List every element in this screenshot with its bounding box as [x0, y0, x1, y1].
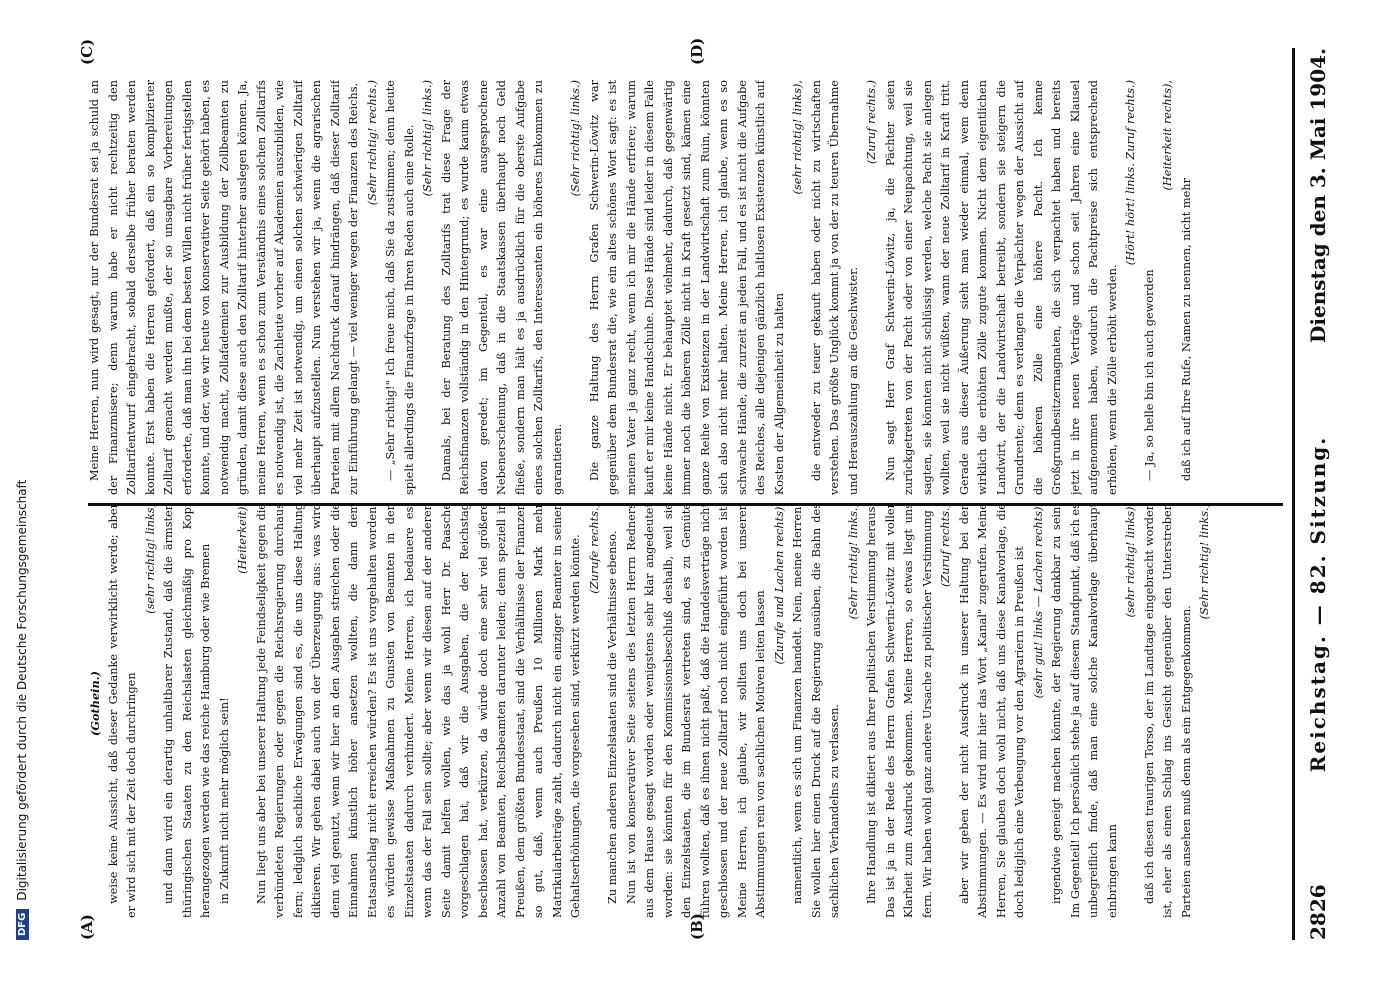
- session-date: Dienstag den 3. Mai 1904.: [1306, 48, 1330, 343]
- paragraph: Zu manchen anderen Einzelstaaten sind die Verhältnisse ebenso.: [606, 530, 619, 904]
- right-column: [86, 80, 1286, 495]
- page-header: [1300, 48, 1336, 940]
- credit-text: Digitalisierung gefördert durch die Deutsche Forschungsgemeinschaft: [15, 479, 29, 901]
- paragraph: die entweder zu teuer gekauft haben oder nicht zu wirtschaften verstehen. Das größte Unglück kommt ja von der zu teuren Übernahme und Herauszahlung an die Geschwister.: [809, 80, 860, 495]
- paragraph: — „Sehr richtig!" Ich freue mich, daß Sie da zustimmen; denn heute spielt allerdings die Finanzfrage in Ihren Reden auch eine Rolle.: [384, 80, 416, 495]
- paragraph: in Zukunft nicht mehr möglich sein!: [217, 697, 231, 904]
- paragraph: Ihre Handlung ist diktiert aus Ihrer politischen Verstimmung heraus. Das ist ja in der Rede des Herrn Grafen Schwerin-Löwitz mit voller Klarheit zum Ausdruck gekommen. Meine Herren, so etwas liegt uns fern. Wir haben wohl ganz andere Ursache zu politischer Verstimmung: [865, 503, 934, 918]
- interjection: (Sehr richtig! links.): [569, 80, 582, 197]
- interjection: (Sehr richtig! links.): [846, 503, 860, 620]
- digitization-credit: [8, 60, 36, 940]
- margin-marker-c: (C): [78, 38, 96, 65]
- dfg-logo: DFG: [16, 909, 29, 940]
- interjection: (Zurufe und Lachen rechts),: [772, 503, 786, 665]
- header-rule: [1292, 48, 1295, 940]
- speaker-name: (Gothein.): [88, 671, 102, 736]
- paragraph: und dann wird ein derartig unhaltbarer Zustand, daß die ärmsten thüringischen Staaten zu den Reichslasten gleichmäßig pro Kopf herangezogen werden wie das reiche Hamburg oder wie Bremen: [162, 503, 212, 918]
- interjection: (sehr richtig! links): [143, 503, 157, 614]
- margin-marker-d: (D): [688, 37, 706, 65]
- paragraph: daß ich diesen traurigen Torso, der im Landtage eingebracht worden ist, eher als einen Schlag ins Gesicht gegenüber den Unterstreben Parteien ansehen muß denn als ein Entgegenkommen.: [1142, 503, 1193, 918]
- interjection: (Sehr richtig! links.): [1198, 503, 1211, 620]
- paragraph: Nun sagt Herr Graf Schwerin-Löwitz, ja, die Pächter seien zurückgetreten von der Pacht oder von einer Neupachtung, weil sie sagten, sie könnten nicht schlüssig werden, welche Pacht sie anlegen wollten, weil sie nicht wüßten, wann der neue Zolltarif in Kraft tritt. Gerade aus dieser Äußerung sieht man wieder einmal, wem denn wirklich die erhöhten Zölle zugute kommen. Nicht dem eigentlichen Landwirt, der die Landwirtschaft betreibt, sondern sie steigern die Grundrente; denn es verlangen die Verpächter wegen der Aussicht auf die höheren Zölle eine höhere Pacht. Ich kenne Großgrundbesitzermagnaten, die sich verpachtet haben und bereits jetzt in ihre neuen Verträge und schon seit Jahren eine Klausel aufgenommen haben, wodurch die Pachtpreise sich entsprechend erhöhen, wenn die Zölle erhöht werden.: [883, 80, 1119, 495]
- interjection: (sehr gut! links — Lachen rechts),: [1031, 503, 1045, 699]
- interjection: (Zurufe rechts.): [587, 503, 601, 594]
- interjection: (Heiterkeit rechts),: [1161, 80, 1174, 191]
- paragraph: — Ja, so helle bin ich auch geworden: [1142, 269, 1156, 481]
- paragraph: namentlich, wenn es sich um Finanzen handelt. Nein, meine Herren, Sie wollen hier einen Druck auf die Regierung ausüben, die Bahn des sachlichen Verhandelns zu verlassen.: [791, 503, 841, 918]
- interjection: (Hört! hört! links. Zuruf rechts.): [1124, 80, 1137, 266]
- interjection: (Zuruf rechts.): [865, 80, 878, 165]
- paragraph: Nun liegt uns aber bei unserer Haltung jede Feindseligkeit gegen die verbündeten Regierungen oder gegen die Reichsregierung durchaus fern; lediglich sachliche Erwägungen sind es, die uns diese Haltung diktieren. Wir gehen dabei auch von der Überzeugung aus: was wird denn viel genutzt, wenn wir hier an den Ausgaben streichen oder die Einnahmen künstlich höher ansetzen wollten, die dann dem Etatsanschlag nicht erreichen würden? Es ist uns vorgehalten worden, es würden gewisse Maßnahmen zu Gunsten von Beamten in den Einzelstaaten dadurch verhindert. Meine Herren, ich bedauere es, wenn das der Fall sein sollte; aber wenn wir diesen auf der anderen Seite damit helfen wollen, wie das ja wohl Herr Dr. Paasche vorgeschlagen hat, daß wir die Ausgaben, die der Reichstag beschlossen hat, verkürzen, da würde doch eine sehr viel größere Anzahl von Beamten, Reichsbeamten darunter leiden; denn speziell in Preußen, dem größten Bundesstaat, sind die Verhältnisse der Finanzen so gut, daß, wenn auch Preußen 10 Millionen Mark mehr Matrikularbeiträge zahlt, dadurch nicht ein einziger Beamter in seinen Gehaltserhöhungen, die vorgesehen sind, verkürzt werden könnte.: [254, 503, 582, 918]
- interjection: (sehr richtig! links),: [1124, 503, 1137, 618]
- paragraph: Nun ist von konservativer Seite seitens des letzten Herrn Redners aus dem Hause gesagt worden oder wenigstens sehr klar angedeutet worden: sie könnten für den Kommissionsbeschluß deshalb, weil sie den Einzelstaaten, die im Bundesrat vertreten sind, es zu Gemüte führen wollten, daß es ihnen nicht paßt, daß die Handelsverträge nicht geschlossen und der neue Zolltarif noch nicht eingeführt worden ist. Meine Herren, ich glaube, wir sollten uns doch bei unseren Abstimmungen rein von sachlichen Motiven leiten lassen: [624, 503, 767, 918]
- paragraph: daß ich auf Ihre Rufe, Namen zu nennen, nicht mehr: [1179, 178, 1193, 481]
- margin-marker-a: (A): [78, 914, 96, 940]
- interjection: (Sehr richtig! rechts.): [365, 80, 379, 206]
- margin-marker-b: (B): [688, 913, 706, 940]
- interjection: (Heiterkeit),: [236, 503, 249, 574]
- paragraph: weise keine Aussicht, daß dieser Gedanke verwirklicht werde; aber er wird sich mit der Zeit doch durchringen: [106, 503, 138, 918]
- interjection: (sehr richtig! links),: [791, 80, 804, 195]
- interjection: (Sehr richtig! links.): [421, 80, 434, 197]
- interjection: (Zuruf rechts.): [939, 503, 952, 588]
- paragraph: Damals, bei der Beratung des Zolltarifs trat diese Frage der Reichsfinanzen vollständig in den Hintergrund; es wurde kaum etwas davon geredet; im Gegenteil, es war eine ausgesprochene Nebenerscheinung, daß in die Staatskassen überhaupt noch Geld fließe, sondern man hält es ja ausdrücklich für die oberste Aufgabe eines solchen Zolltarifs, den Interessenten ein höheres Einkommen zu garantieren.: [439, 80, 564, 495]
- paragraph: aber wir geben der nicht Ausdruck in unserer Haltung bei den Abstimmungen. — Es wird mir hier das Wort „Kanal" zugerufen. Meine Herren, Sie glauben doch wohl nicht, daß uns diese Kanalvorlage, die doch lediglich eine Verbeugung vor den Agrariern in Preußen ist: [957, 503, 1026, 918]
- paragraph: irgendwie geneigt machen könnte, der Regierung dankbar zu sein. Im Gegenteil! Ich persönlich stehe ja auf diesem Standpunkt, daß ich es unbegreiflich finde, daß man eine solche Kanalvorlage überhaupt einbringen kann: [1050, 503, 1119, 918]
- paragraph: Meine Herren, nun wird gesagt, nur der Bundesrat sei ja schuld an der Finanzmisere; denn warum habe er nicht rechtzeitig den Zolltarifentwurf eingebracht, sobald derselbe früher beraten werden konnte. Erst haben die Herren gefordert, daß ein so komplizierter Zolltarif gemacht werden mußte, der so unsagbare Vorbereitungen erforderte, daß man ihn bei dem besten Willen nicht früher fertigstellen konnte, und der, wie wir heute von konservativer Seite gehört haben, es notwendig macht, Zollafademien zur Ausbildung der Zollbeamten zu gründen, damit diese auch den Zolltarif hinterher auslegen können. Ja, meine Herren, wenn es schon zum Verständnis eines solchen Zolltarifs es notwendig ist, die Zachleute vorher auf Akademien auszubilden, wie viel mehr Zeit ist notwendig, um einen solchen schwierigen Zolltarif überhaupt aufzustellen. Nun verstehen wir ja, wenn die agrarischen Parteien mit allem Nachdruck darauf hindrängen, daß dieser Zolltarif zur Einführung gelangt — viel weniger wegen der Finanzen des Reichs.: [88, 80, 360, 495]
- page-number: 2826: [1306, 884, 1330, 940]
- session-title: Reichstag. — 82. Sitzung.: [1306, 435, 1330, 773]
- paragraph: Die ganze Haltung des Herrn Grafen Schwerin-Löwitz war gegenüber dem Bundesrat die, wie ein altes schönes Wort sagt: es ist meinen Vater ja ganz recht, wenn ich mir die Hände erfriere; warum kauft er mir keine Handschuhe. Diese Hände sind leider in diesem Falle keine Hände nicht. Er behauptet vielmehr, dadurch, daß gegenwärtig immer noch die höheren Zölle nicht in Kraft gesetzt sind, kämen eine ganze Reihe von Existenzen in der Landwirtschaft zum Ruin, könnten sich also nicht mehr halten. Meine Herren, ich glaube, wenn es so schwache Hände, die zurzeit an jeden Fall, und es ist nicht die Aufgabe des Reiches, alle diejenigen gänzlich haltlosen Existenzen künstlich auf Kosten der Allgemeinheit zu halten: [587, 80, 786, 495]
- left-column: [86, 503, 1286, 918]
